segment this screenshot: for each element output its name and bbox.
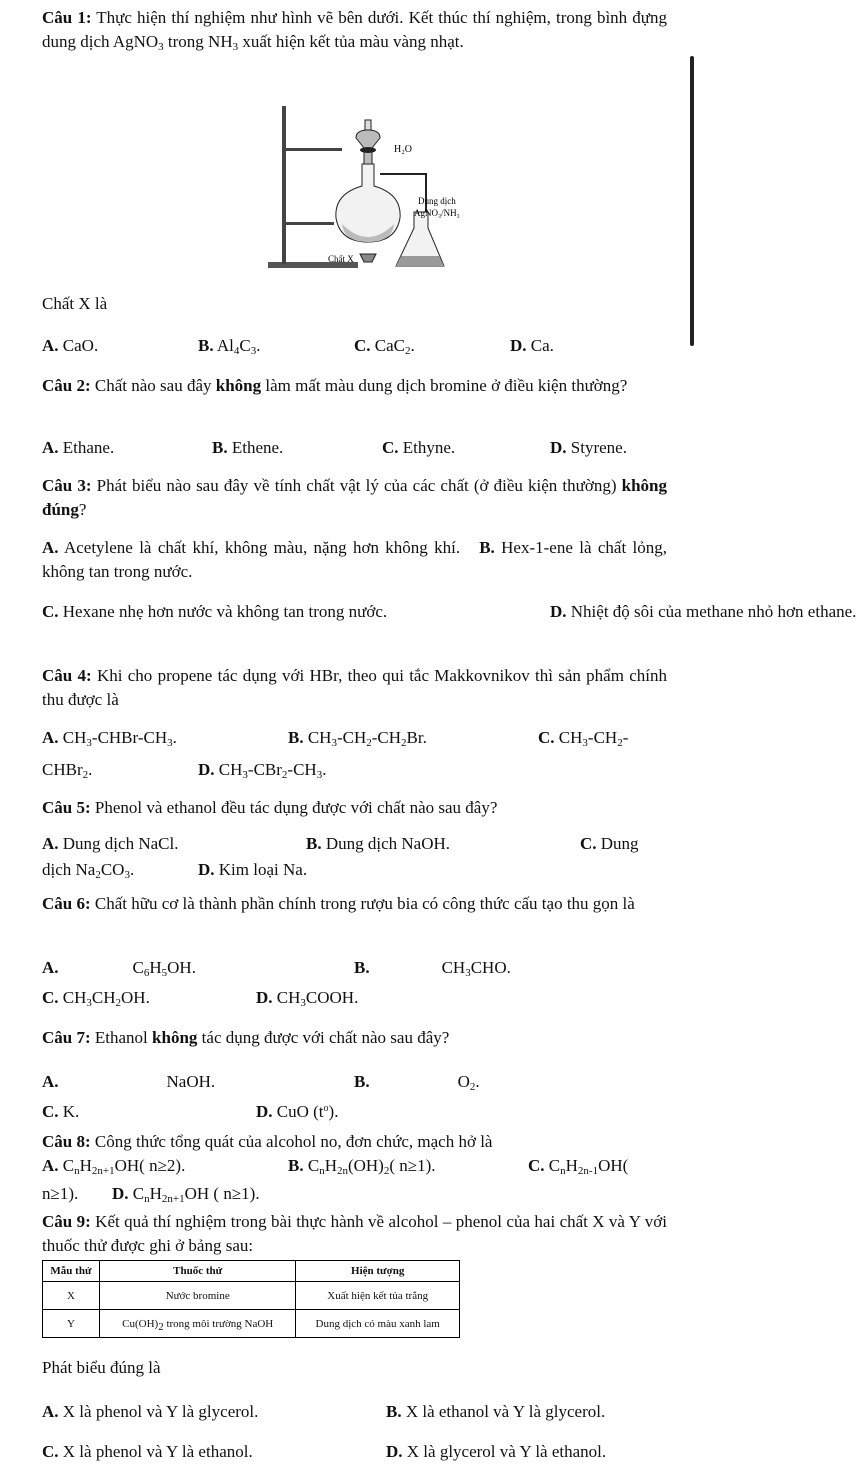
question-1-label: Câu 1:: [42, 8, 92, 27]
question-2-options: [42, 436, 667, 460]
q9-option-c[interactable]: C. X là phenol và Y là ethanol.: [42, 1442, 253, 1461]
q7-option-d[interactable]: D. CuO $(t^o)$.: [256, 1102, 339, 1121]
results-table: [42, 1260, 460, 1338]
q5-option-d[interactable]: D. Kim loại Na.: [198, 860, 308, 879]
q1-option-a[interactable]: A. CaO.: [42, 336, 99, 355]
q7-option-c[interactable]: C. K.: [42, 1102, 80, 1121]
question-7-options: [42, 1070, 667, 1124]
q2-option-c[interactable]: C. Ethyne.: [382, 438, 456, 457]
q4-option-b[interactable]: B. $CH_3-CH_2-CH_2Br$.: [288, 728, 427, 749]
q9-option-a[interactable]: A. X là phenol và Y là glycerol.: [42, 1402, 259, 1421]
question-2-text: Câu 2: Chất nào sau đây không làm mất màu dung dịch bromine ở điều kiện thường?: [42, 376, 628, 395]
table-row: Y $Cu(OH)_2$ trong môi trường NaOH Dung dịch có màu xanh lam: [43, 1310, 460, 1338]
q2-option-a[interactable]: A. Ethane.: [42, 438, 115, 457]
q4-option-c-cont: CHBr$_2$.: [42, 760, 93, 781]
q1-option-c[interactable]: C. CaC$_2$.: [354, 336, 415, 357]
question-9-text: Câu 9: Kết quả thí nghiệm trong bài thực hành về alcohol – phenol của hai chất X và Y với thuốc thử được ghi ở bảng sau:: [42, 1212, 667, 1255]
question-8-text: Câu 8: Công thức tổng quát của alcohol no, đơn chức, mạch hở là: [42, 1132, 493, 1151]
question-7-text: Câu 7: Ethanol không tác dụng được với chất nào sau đây?: [42, 1028, 450, 1047]
q8-option-d[interactable]: D. $C_nH_{2n+1}OH$ ( n≥1).: [112, 1184, 260, 1205]
q8-option-c-cont: n≥1).: [42, 1184, 79, 1203]
q3-option-d[interactable]: D. Nhiệt độ sôi của methane nhỏ hơn ethane.: [550, 602, 856, 621]
q6-option-a[interactable]: A. $C_6H_5OH$.: [42, 958, 196, 979]
q3-options-ab: [42, 536, 667, 584]
question-4-text: Câu 4: Khi cho propene tác dụng với HBr, theo qui tắc Makkovnikov thì sản phẩm chính thu được là: [42, 666, 667, 709]
q1-option-b[interactable]: B. $Al_4C_3$.: [198, 336, 261, 357]
question-5-text: Câu 5: Phenol và ethanol đều tác dụng được với chất nào sau đây?: [42, 798, 498, 817]
q2-option-d[interactable]: D. Styrene.: [550, 438, 627, 457]
q8-option-a[interactable]: A. $C_nH_{2n+1}OH$( n≥2).: [42, 1156, 186, 1177]
question-9-options: [42, 1400, 667, 1464]
figure-label-water: H₂O: [394, 144, 412, 155]
table-row: X Nước bromine Xuất hiện kết tủa trắng: [43, 1282, 460, 1310]
q8-option-b[interactable]: B. $C_nH_{2n}(OH)_2$( n≥1).: [288, 1156, 436, 1177]
q5-option-b[interactable]: B. Dung dịch NaOH.: [306, 834, 451, 853]
q3-option-a[interactable]: A. Acetylene là chất khí, không màu, nặng hơn không khí.: [42, 538, 461, 557]
question-1-prompt: Chất X là: [42, 294, 108, 313]
q3-option-b[interactable]: B. Hex-1-ene là chất lỏng, không tan trong nước.: [42, 538, 667, 581]
scrollbar[interactable]: [690, 56, 694, 346]
q5-option-c-cont: dịch $Na_2CO_3$.: [42, 860, 135, 881]
experiment-figure: [268, 102, 458, 282]
q4-option-d[interactable]: D. $CH_3-CBr_2-CH_3$.: [198, 760, 327, 781]
q6-option-d[interactable]: D. $CH_3COOH$.: [256, 988, 359, 1009]
q3-options-cd: [42, 600, 856, 624]
q2-option-b[interactable]: B. Ethene.: [212, 438, 284, 457]
q6-option-c[interactable]: C. $CH_3CH_2OH$.: [42, 988, 150, 1009]
q8-option-c[interactable]: C. $C_nH_{2n-1}OH$(: [528, 1156, 629, 1177]
figure-label-solution-1: Dung dịch: [418, 196, 456, 206]
question-1: [42, 6, 667, 54]
table-header-row: Mẫu thử Thuốc thử Hiện tượng: [43, 1261, 460, 1282]
question-5-options: [42, 832, 667, 882]
q7-option-b[interactable]: B. $O_2$.: [354, 1072, 480, 1093]
figure-label-solution-2: AgNO₃/NH₃: [414, 208, 460, 218]
question-4-options: [42, 726, 667, 782]
q4-option-c[interactable]: C. $CH_3-CH_2-$: [538, 728, 629, 749]
question-3-text: Câu 3: Phát biểu nào sau đây về tính chất vật lý của các chất (ở điều kiện thường) không đúng?: [42, 476, 667, 519]
q9-option-d[interactable]: D. X là glycerol và Y là ethanol.: [386, 1442, 607, 1461]
figure-label-solid: Chất X: [328, 254, 354, 264]
q9-option-b[interactable]: B. X là ethanol và Y là glycerol.: [386, 1402, 606, 1421]
question-1-text: Câu 1: Thực hiện thí nghiệm như hình vẽ bên dưới. Kết thúc thí nghiệm, trong bình đựng dung dịch AgNO$_3$ trong $NH_3$ xuất hiện kết tủa màu vàng nhạt.: [42, 8, 667, 53]
question-9-prompt: Phát biểu đúng là: [42, 1358, 161, 1377]
q5-option-c[interactable]: C. Dung: [580, 834, 639, 853]
question-6-text: Câu 6: Chất hữu cơ là thành phần chính trong rượu bia có công thức cấu tạo thu gọn là: [42, 894, 635, 913]
q3-option-c[interactable]: C. Hexane nhẹ hơn nước và không tan trong nước.: [42, 602, 388, 621]
q7-option-a[interactable]: A. NaOH.: [42, 1072, 216, 1091]
question-8-options: [42, 1154, 667, 1206]
q6-option-b[interactable]: B. $CH_3CHO$.: [354, 958, 511, 979]
question-1-options: [42, 334, 667, 358]
q4-option-a[interactable]: A. $CH_3-CHBr-CH_3$.: [42, 728, 177, 749]
q5-option-a[interactable]: A. Dung dịch NaCl.: [42, 834, 179, 853]
q1-option-d[interactable]: D. Ca.: [510, 336, 554, 355]
question-6-options: [42, 956, 667, 1010]
